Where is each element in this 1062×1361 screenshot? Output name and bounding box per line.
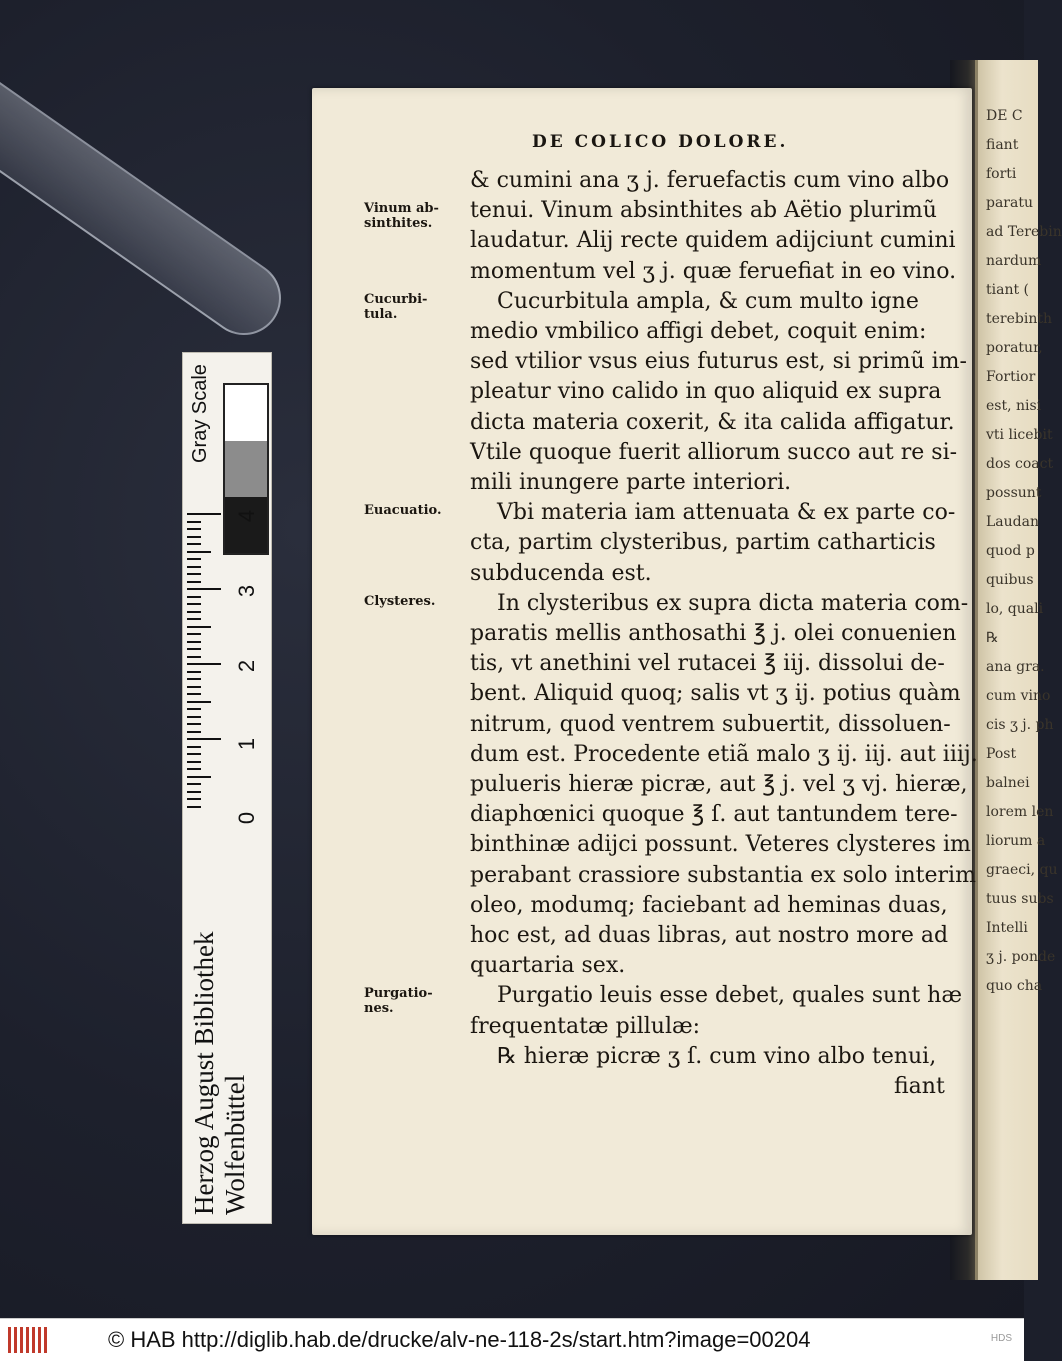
facing-page-fragment: ana gra.: [986, 659, 1045, 675]
margin-note-line: Clysteres.: [364, 593, 436, 609]
text-line: tis, vt anethini vel rutacei ℥ iij. dissolui de-: [470, 651, 945, 677]
facing-page-fragment: paratu: [986, 195, 1033, 211]
text-line: ℞ hieræ picræ ʒ ſ. cum vino albo tenui,: [497, 1043, 937, 1069]
text-line: fiant: [894, 1074, 945, 1099]
ruler-tick: [187, 626, 211, 628]
text-line: momentum vel ʒ j. quæ feruefiat in eo vino.: [470, 258, 957, 284]
text-line: mili inungere parte interiori.: [470, 470, 792, 495]
text-line: pleatur vino calido in quo aliquid ex supra: [470, 379, 942, 405]
running-head: DE COLICO DOLORE.: [532, 132, 789, 152]
ruler-tick: [187, 693, 201, 695]
ruler-tick: [187, 768, 201, 770]
facing-page-fragment: quo cha: [986, 978, 1043, 994]
margin-note: [364, 293, 427, 323]
ruler-tick: [187, 716, 201, 718]
ruler-number: 0: [234, 811, 260, 825]
ruler-tick: [187, 566, 201, 568]
text-line: pulueris hieræ picræ, aut ℥ j. vel ʒ vj. hieræ,: [470, 772, 968, 797]
facing-page-fragment: ℞: [986, 630, 999, 646]
footer-bar: [0, 1318, 1024, 1361]
margin-note-line: Cucurbi-: [364, 291, 428, 307]
ruler-tick: [187, 761, 201, 763]
ruler-tick: [187, 596, 201, 598]
text-line: In clysteribus ex supra dicta materia com-: [497, 590, 969, 616]
ruler-tick: [187, 551, 211, 553]
facing-page-fragment: Intelli: [986, 920, 1028, 936]
gray-scale-swatch: [223, 383, 269, 555]
facing-page-fragment: lorem len: [986, 804, 1054, 820]
margin-note-line: nes.: [364, 1001, 394, 1017]
facing-page-fragment: fiant: [986, 137, 1019, 153]
margin-note-line: Vinum ab-: [364, 201, 439, 217]
text-line: oleo, modumq; faciebant ad heminas duas,: [470, 892, 948, 918]
library-name-line: Herzog August Bibliothek: [189, 931, 219, 1215]
facing-page-fragment: vti licebit: [986, 427, 1053, 443]
ruler-tick: [187, 641, 201, 643]
text-line: binthinæ adijci possunt. Veteres clysteres im: [470, 832, 971, 858]
facing-page-fragment: tiant (: [986, 282, 1030, 298]
gray-scale-label: Gray Scale: [189, 364, 211, 463]
ruler-tick: [187, 543, 201, 545]
library-name-line: Wolfenbüttel: [220, 1074, 251, 1215]
text-line: Vbi materia iam attenuata & ex parte co-: [497, 500, 956, 526]
ruler-tick: [187, 708, 201, 710]
facing-page-fragment: Post: [986, 746, 1017, 762]
ruler-tick: [187, 603, 201, 605]
ruler-tick: [187, 633, 201, 635]
text-line: Purgatio leuis esse debet, quales sunt hæ: [497, 983, 963, 1009]
ruler-tick: [187, 776, 211, 778]
text-line: Cucurbitula ampla, & cum multo igne: [497, 288, 919, 314]
facing-page-fragment: cis ʒ j. ph: [986, 717, 1054, 733]
ruler-tick: [187, 806, 201, 808]
text-line: subducenda est.: [470, 560, 652, 586]
ruler-tick: [187, 573, 201, 575]
ruler-tick: [187, 798, 201, 800]
facing-page-fragment: terebinth: [986, 311, 1052, 327]
margin-note: [364, 504, 442, 519]
ruler-tick: [187, 783, 201, 785]
ruler-tick: [187, 701, 211, 703]
library-name: [189, 932, 251, 1215]
text-line: medio vmbilico affigi debet, coquit enim:: [470, 319, 927, 344]
text-line: frequentatæ pillulæ:: [470, 1013, 701, 1039]
ruler-tick: [187, 558, 201, 560]
gray-swatch-white: [225, 385, 267, 441]
ruler-tick: [187, 656, 201, 658]
ruler-tick: [187, 663, 221, 665]
text-line: perabant crassiore substantia ex solo interim: [470, 862, 976, 888]
facing-page-fragment: ʒ j. ponde: [986, 949, 1056, 965]
ruler-tick: [187, 753, 201, 755]
footer-url[interactable]: © HAB http://diglib.hab.de/drucke/alv-ne-118-2s/start.htm?image=00204: [108, 1327, 811, 1352]
ruler-number: 1: [234, 737, 260, 751]
scale-ruler: [182, 352, 272, 1224]
ruler-number: 2: [234, 659, 260, 673]
facing-page-fragment: Laudan: [986, 514, 1039, 530]
book-page: [312, 88, 978, 1235]
text-line: hoc est, ad duas libras, aut nostro more ad: [470, 923, 949, 948]
ruler-tick: [187, 738, 221, 740]
ruler-number: 4: [234, 509, 260, 523]
text-line: Vtile quoque fuerit alliorum succo aut re si-: [470, 439, 958, 465]
gray-swatch-black: [225, 497, 267, 553]
ruler-tick: [187, 521, 201, 523]
ruler-tick: [187, 528, 201, 530]
ruler-tick: [187, 671, 201, 673]
text-line: tenui. Vinum absinthites ab Aëtio plurimũ: [470, 198, 937, 224]
facing-page-fragment: dos coact: [986, 456, 1054, 472]
ruler-number: 3: [234, 584, 260, 598]
facing-page-fragment: nardum: [986, 253, 1042, 269]
facing-page-fragment: quod p: [986, 543, 1035, 559]
ruler-tick: [187, 648, 201, 650]
ruler-tick: [187, 513, 221, 515]
hab-logo-icon: [8, 1327, 50, 1353]
margin-note: [364, 595, 435, 610]
ruler-tick: [187, 581, 201, 583]
facing-page-fragment: tuus subs: [986, 891, 1054, 907]
text-line: bent. Aliquid quoq; salis vt ʒ ij. potius quàm: [470, 681, 961, 707]
ruler-tick: [187, 536, 201, 538]
margin-note-line: tula.: [364, 306, 398, 322]
ruler-tick: [187, 746, 201, 748]
text-line: diaphœnici quoque ℥ ſ. aut tantundem tere-: [470, 802, 958, 828]
facing-page-fragment: forti: [986, 166, 1017, 182]
gray-swatch-mid: [225, 441, 267, 497]
ruler-tick: [187, 731, 201, 733]
text-line: dum est. Procedente etiã malo ʒ ij. iij. aut iiij.: [470, 741, 978, 767]
facing-page-fragment: liorum a: [986, 833, 1046, 849]
facing-page-fragment: balnei: [986, 775, 1030, 791]
facing-page-fragment: est, nisi: [986, 398, 1042, 414]
margin-note: [364, 987, 433, 1017]
text-line: dicta materia coxerit, & ita calida affigatur.: [470, 409, 955, 435]
margin-note-line: Purgatio-: [364, 986, 433, 1002]
margin-note-line: sinthites.: [364, 216, 433, 232]
facing-page-fragment: Fortior: [986, 369, 1036, 385]
ruler-tick: [187, 611, 201, 613]
ruler-tick: [187, 791, 201, 793]
margin-note-line: Euacuatio.: [364, 503, 442, 519]
text-line: & cumini ana ʒ j. feruefactis cum vino albo: [470, 168, 950, 193]
ruler-tick: [187, 723, 201, 725]
glass-weight: [0, 40, 296, 350]
facing-page-fragment: possunt: [986, 485, 1042, 501]
text-line: nitrum, quod ventrem subuertit, dissoluen-: [470, 711, 951, 737]
facing-page-fragment: cum vino: [986, 688, 1051, 704]
ruler-tick: [187, 686, 201, 688]
facing-page-fragment: quibus: [986, 572, 1034, 588]
facing-page-fragment: poratur,: [986, 340, 1043, 356]
facing-page-fragment: graeci, qu: [986, 862, 1058, 878]
facing-page-fragment: DE C: [986, 108, 1023, 124]
footer-mark: HDS: [990, 1333, 1012, 1344]
text-line: cta, partim clysteribus, partim catharticis: [470, 530, 936, 556]
facing-page-fragment: ad Terebin: [986, 224, 1062, 240]
ruler-tick: [187, 678, 201, 680]
ruler-tick: [187, 588, 221, 590]
text-line: quartaria sex.: [470, 953, 626, 979]
facing-page-edge: [975, 60, 1062, 1280]
ruler-tick: [187, 618, 201, 620]
margin-note: [364, 202, 439, 232]
text-line: paratis mellis anthosathi ℥ j. olei conuenien: [470, 621, 957, 646]
facing-page-fragment: lo, quali: [986, 601, 1044, 617]
text-line: sed vtilior vsus eius futurus est, si primũ im-: [470, 349, 967, 375]
text-line: laudatur. Alij recte quidem adijciunt cumini: [470, 228, 956, 254]
